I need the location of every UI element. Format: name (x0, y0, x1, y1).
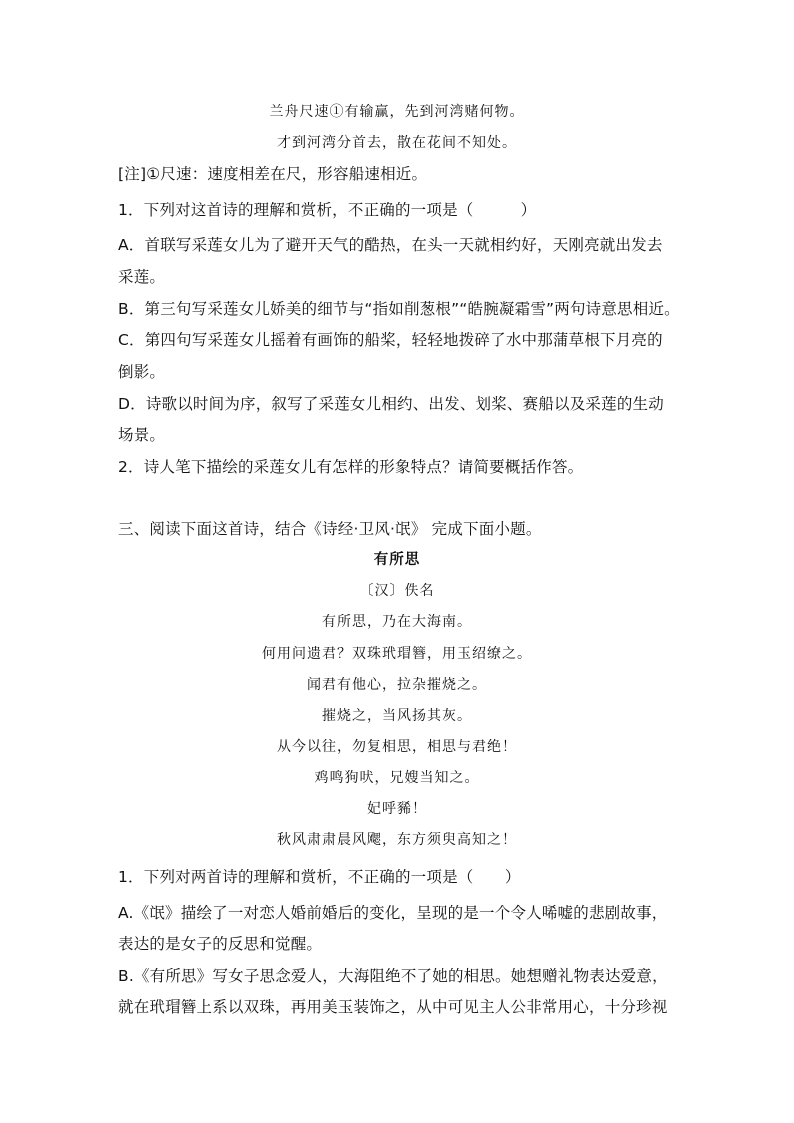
section3-q1-option-a-cont: 表达的是女子的反思和觉醒。 (118, 935, 323, 953)
poem2-line-5: 从今以往，勿复相思，相思与君绝！ (277, 739, 517, 755)
poem2-author: 〔汉〕佚名 (359, 583, 435, 599)
poem1-q1-option-d-cont: 场景。 (118, 426, 166, 444)
poem2-line-3: 闻君有他心，拉杂摧烧之。 (307, 677, 487, 693)
poem2-line-6: 鸡鸣狗吠，兄嫂当知之。 (314, 770, 480, 786)
poem2-line-4: 摧烧之，当风扬其灰。 (322, 708, 472, 724)
poem2-line-8: 秋风肃肃晨风飔，东方须臾高知之！ (277, 832, 517, 848)
poem1-q1-option-d: D．诗歌以时间为序，叙写了采莲女儿相约、出发、划桨、赛船以及采莲的生动 (118, 395, 664, 413)
poem1-q1-option-c-cont: 倒影。 (118, 363, 166, 381)
poem2-line-2: 何用问遗君？双珠玳瑁簪，用玉绍缭之。 (262, 646, 532, 662)
poem1-line-1: 兰舟尺速①有输赢，先到河湾赌何物。 (269, 104, 525, 120)
section3-q1-stem: 1．下列对两首诗的理解和赏析，不正确的一项是（ ） (118, 868, 521, 886)
section3-q1-option-a: A.《氓》描绘了一对恋人婚前婚后的变化，呈现的是一个令人唏嘘的悲剧故事， (118, 904, 668, 922)
poem1-q1-option-b: B．第三句写采莲女儿娇美的细节与“指如削葱根”“皓腕凝霜雪”两句诗意思相近。 (118, 300, 680, 318)
poem2-title: 有所思 (373, 551, 421, 568)
poem1-q2-stem: 2．诗人笔下描绘的采莲女儿有怎样的形象特点？请简要概括作答。 (118, 458, 584, 476)
poem2-line-7: 妃呼豨！ (367, 801, 427, 817)
poem1-line-2: 才到河湾分首去，散在花间不知处。 (277, 135, 517, 151)
poem1-note: [注]①尺速：速度相差在尺，形容船速相近。 (118, 165, 428, 183)
section3-q1-option-b: B.《有所思》写女子思念爱人，大海阻绝不了她的相思。她想赠礼物表达爱意， (118, 967, 668, 985)
poem1-q1-option-c: C．第四句写采莲女儿摇着有画饰的船桨，轻轻地拨碎了水中那蒲草根下月亮的 (118, 331, 663, 349)
poem1-q1-stem: 1．下列对这首诗的理解和赏析，不正确的一项是（ ） (118, 201, 537, 219)
section3-q1-option-b-cont: 就在玳瑁簪上系以双珠，再用美玉装饰之，从中可见主人公非常用心，十分珍视 (118, 998, 668, 1016)
section3-heading: 三、阅读下面这首诗，结合《诗经·卫风·氓》 完成下面小题。 (118, 520, 542, 538)
poem1-q1-option-a-cont: 采莲。 (118, 268, 166, 286)
poem2-line-1: 有所思，乃在大海南。 (322, 614, 472, 630)
poem1-q1-option-a: A．首联写采莲女儿为了避开天气的酷热，在头一天就相约好，天刚亮就出发去 (118, 236, 663, 254)
